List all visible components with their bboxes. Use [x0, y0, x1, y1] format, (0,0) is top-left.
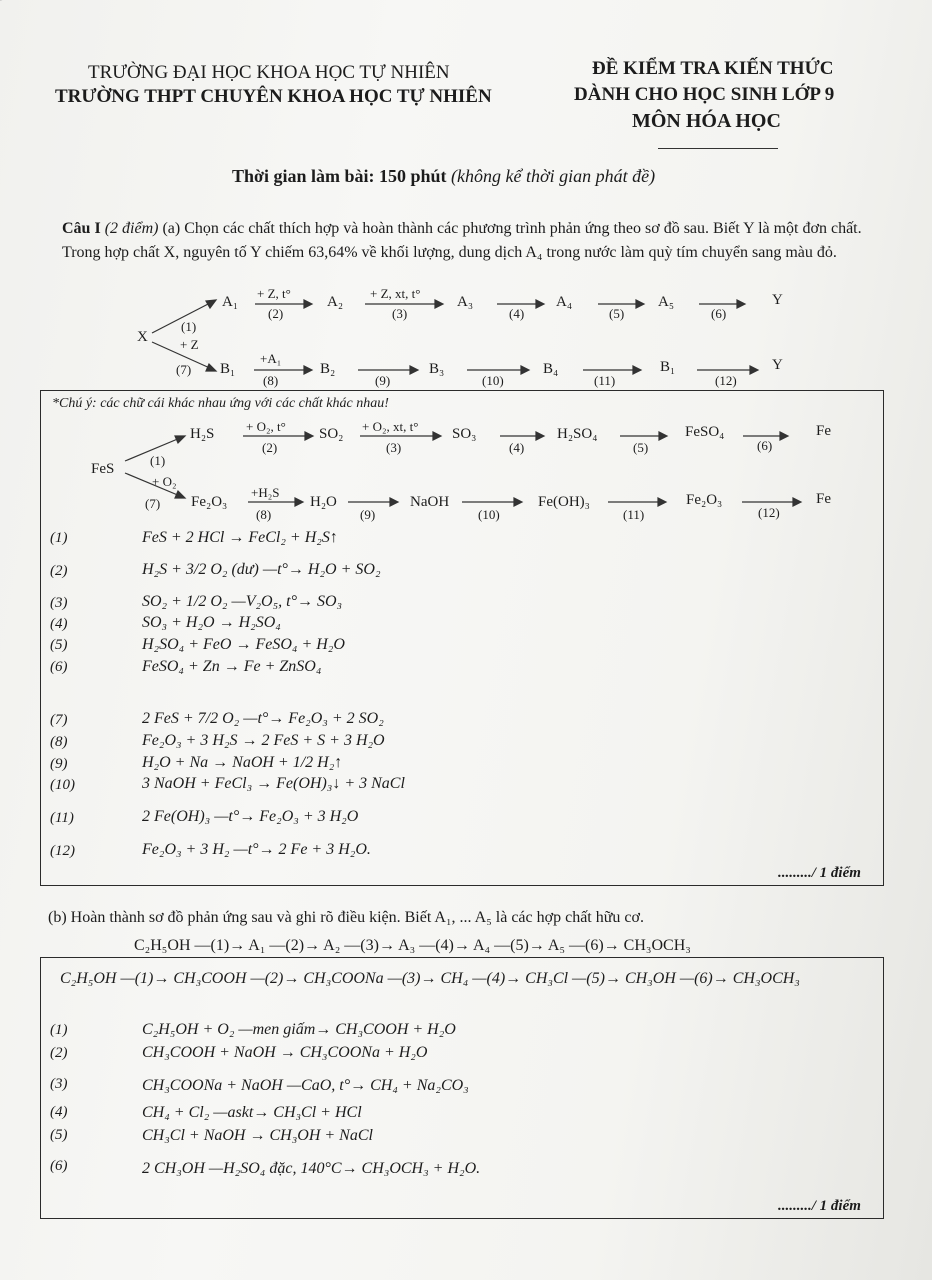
- eq-b-num: (1): [50, 1022, 68, 1038]
- scheme-label-12: (12): [715, 373, 737, 388]
- eq-a-num: (6): [50, 659, 68, 675]
- eq-a-num: (2): [50, 563, 68, 579]
- eq-a-text: SO₃ + H₂O → H₂SO₄: [142, 614, 281, 631]
- eq-b-text: CH₃COONa + NaOH —CaO, t°→ CH₄ + Na₂CO₃: [142, 1077, 469, 1094]
- chain-h2s: H₂S: [190, 426, 215, 442]
- scheme-label-plus-a1: +A₁: [260, 351, 282, 366]
- eq-b-num: (6): [50, 1158, 68, 1174]
- scheme-branch-label-7: (7): [176, 362, 192, 377]
- chain-so2: SO₂: [319, 426, 344, 442]
- question-1-points: (2 điểm): [104, 220, 159, 237]
- eq-a-text: H₂O + Na → NaOH + 1/2 H₂↑: [142, 754, 343, 771]
- school-name-2: TRƯỜNG THPT CHUYÊN KHOA HỌC TỰ NHIÊN: [55, 86, 492, 107]
- chain-label-o2: + O₂, t°: [246, 419, 286, 434]
- eq-a-num: (8): [50, 734, 68, 750]
- scheme-b4: B₄: [543, 361, 559, 377]
- chain-fe-top: Fe: [816, 423, 831, 439]
- scheme-label-5: (5): [609, 306, 625, 321]
- scheme-y-top: Y: [772, 292, 783, 308]
- scheme-branch-label-1: (1): [181, 319, 197, 334]
- eq-a-num: (7): [50, 712, 68, 728]
- scheme-a5: A₅: [658, 294, 675, 310]
- chain-label-h2s: +H₂S: [251, 485, 280, 500]
- chain-fe2o3-end: Fe₂O₃: [686, 492, 723, 508]
- eq-a-text: Fe₂O₃ + 3 H₂S → 2 FeS + S + 3 H₂O: [142, 732, 385, 749]
- scheme-label-plus-z: + Z, t°: [257, 286, 291, 301]
- exam-title-3: MÔN HÓA HỌC: [632, 110, 781, 132]
- eq-b-num: (5): [50, 1127, 68, 1143]
- scheme-b2: B₂: [320, 361, 336, 377]
- chain-h2o: H₂O: [310, 494, 337, 510]
- eq-b-text: CH₃Cl + NaOH → CH₃OH + NaCl: [142, 1127, 373, 1144]
- part-b-text: (b) Hoàn thành sơ đồ phản ứng sau và ghi rõ điều kiện. Biết A₁, ... A₅ là các hợp chất hữu cơ.: [48, 909, 644, 926]
- eq-b-text: C₂H₅OH + O₂ —men giấm→ CH₃COOH + H₂O: [142, 1021, 456, 1038]
- eq-a-text: H₂SO₄ + FeO → FeSO₄ + H₂O: [142, 636, 345, 653]
- chain-label-12: (12): [758, 505, 780, 520]
- school-name-1: TRƯỜNG ĐẠI HỌC KHOA HỌC TỰ NHIÊN: [88, 62, 450, 83]
- chain-fe-bottom: Fe: [816, 491, 831, 507]
- chain-label-8: (8): [256, 507, 272, 522]
- eq-b-text: 2 CH₃OH —H₂SO₄ đặc, 140°C→ CH₃OCH₃ + H₂O.: [142, 1160, 481, 1177]
- scheme-label-10: (10): [482, 373, 504, 388]
- eq-a-num: (11): [50, 810, 74, 826]
- time-italic: (không kể thời gian phát đề): [451, 166, 656, 186]
- scheme-branch-label-z: + Z: [180, 337, 199, 352]
- chain-label-4: (4): [509, 440, 525, 455]
- eq-b-text: CH₄ + Cl₂ —askt→ CH₃Cl + HCl: [142, 1104, 362, 1121]
- eq-b-num: (3): [50, 1076, 68, 1092]
- exam-title-2: DÀNH CHO HỌC SINH LỚP 9: [574, 84, 835, 105]
- eq-a-num: (9): [50, 756, 68, 772]
- answer-a-branch-o2: + O₂: [152, 474, 177, 489]
- eq-a-text: FeS + 2 HCl → FeCl₂ + H₂S↑: [142, 529, 338, 546]
- eq-a-num: (1): [50, 530, 68, 546]
- answer-b-score: ........./ 1 điểm: [778, 1198, 861, 1214]
- scheme-label-6: (6): [711, 306, 727, 321]
- answer-a-branch-7: (7): [145, 496, 161, 511]
- time-bold: Thời gian làm bài: 150 phút: [232, 166, 447, 186]
- scheme-a3: A₃: [457, 294, 474, 310]
- answer-a-start: FeS: [91, 461, 115, 477]
- question-1-label: Câu I: [62, 220, 101, 237]
- scheme-label-2: (2): [268, 306, 284, 321]
- eq-a-text: 2 Fe(OH)₃ —t°→ Fe₂O₃ + 3 H₂O: [142, 808, 359, 825]
- chain-label-3: (3): [386, 440, 402, 455]
- scheme-a2: A₂: [327, 294, 344, 310]
- chain-h2so4: H₂SO₄: [557, 426, 598, 442]
- eq-a-num: (5): [50, 637, 68, 653]
- scheme-a1: A₁: [222, 294, 239, 310]
- chain-feso4: FeSO₄: [685, 424, 725, 440]
- scheme-label-4: (4): [509, 306, 525, 321]
- scheme-label-3: (3): [392, 306, 408, 321]
- question-1-body: (a) Chọn các chất thích hợp và hoàn thành các phương trình phản ứng theo sơ đồ sau. Biết Y là một đơn chất. Trong hợp chất X, nguyên tố Y chiếm 63,64% về khối lượng, dung dịch A₄ trong nước làm quỳ tím chuyển sang màu đỏ.: [62, 220, 862, 261]
- scheme-a4: A₄: [556, 294, 573, 310]
- chain-label-9: (9): [360, 507, 376, 522]
- scheme-b3: B₃: [429, 361, 445, 377]
- scheme-b1-repeat: B₁: [660, 359, 676, 375]
- chain-label-10: (10): [478, 507, 500, 522]
- chain-so3: SO₃: [452, 426, 477, 442]
- eq-b-num: (4): [50, 1104, 68, 1120]
- scheme-label-11: (11): [594, 373, 616, 388]
- eq-a-num: (3): [50, 595, 68, 611]
- eq-b-num: (2): [50, 1045, 68, 1061]
- eq-a-text: 3 NaOH + FeCl₃ → Fe(OH)₃↓ + 3 NaCl: [142, 775, 405, 792]
- scheme-b1: B₁: [220, 361, 236, 377]
- eq-a-text: Fe₂O₃ + 3 H₂ —t°→ 2 Fe + 3 H₂O.: [142, 841, 371, 858]
- eq-a-text: H₂S + 3/2 O₂ (dư) —t°→ H₂O + SO₂: [142, 561, 381, 578]
- answer-b-scheme: C₂H₅OH —(1)→ CH₃COOH —(2)→ CH₃COONa —(3)→ CH₄ —(4)→ CH₃Cl —(5)→ CH₃OH —(6)→ CH₃OCH₃: [60, 970, 800, 987]
- part-b-scheme: C₂H₅OH —(1)→ A₁ —(2)→ A₂ —(3)→ A₃ —(4)→ A₄ —(5)→ A₅ —(6)→ CH₃OCH₃: [134, 937, 691, 954]
- answer-a-branch-1: (1): [150, 453, 166, 468]
- chain-feoh3: Fe(OH)₃: [538, 494, 590, 510]
- eq-a-text: 2 FeS + 7/2 O₂ —t°→ Fe₂O₃ + 2 SO₂: [142, 710, 384, 727]
- chain-naoh: NaOH: [410, 494, 450, 510]
- eq-b-text: CH₃COOH + NaOH → CH₃COONa + H₂O: [142, 1044, 428, 1061]
- eq-a-text: SO₂ + 1/2 O₂ —V₂O₅, t°→ SO₃: [142, 593, 343, 610]
- scheme-label-9: (9): [375, 373, 391, 388]
- chain-label-6: (6): [757, 438, 773, 453]
- scheme-label-8: (8): [263, 373, 279, 388]
- eq-a-num: (4): [50, 616, 68, 632]
- eq-a-num: (12): [50, 843, 75, 859]
- answer-a-note: *Chú ý: các chữ cái khác nhau ứng với các chất khác nhau!: [52, 396, 389, 411]
- scheme-start-x: X: [137, 329, 148, 345]
- eq-a-text: FeSO₄ + Zn → Fe + ZnSO₄: [142, 658, 322, 675]
- answer-a-score: ........./ 1 điểm: [778, 865, 861, 881]
- chain-label-11: (11): [623, 507, 645, 522]
- exam-title-1: ĐỀ KIỂM TRA KIẾN THỨC: [592, 58, 834, 79]
- chain-label-5: (5): [633, 440, 649, 455]
- eq-a-num: (10): [50, 777, 75, 793]
- chain-fe2o3: Fe₂O₃: [191, 494, 228, 510]
- scheme-label-plus-z-xt: + Z, xt, t°: [370, 286, 421, 301]
- chain-label-o2-xt: + O₂, xt, t°: [362, 419, 419, 434]
- chain-label-2: (2): [262, 440, 278, 455]
- scheme-y-bottom: Y: [772, 357, 783, 373]
